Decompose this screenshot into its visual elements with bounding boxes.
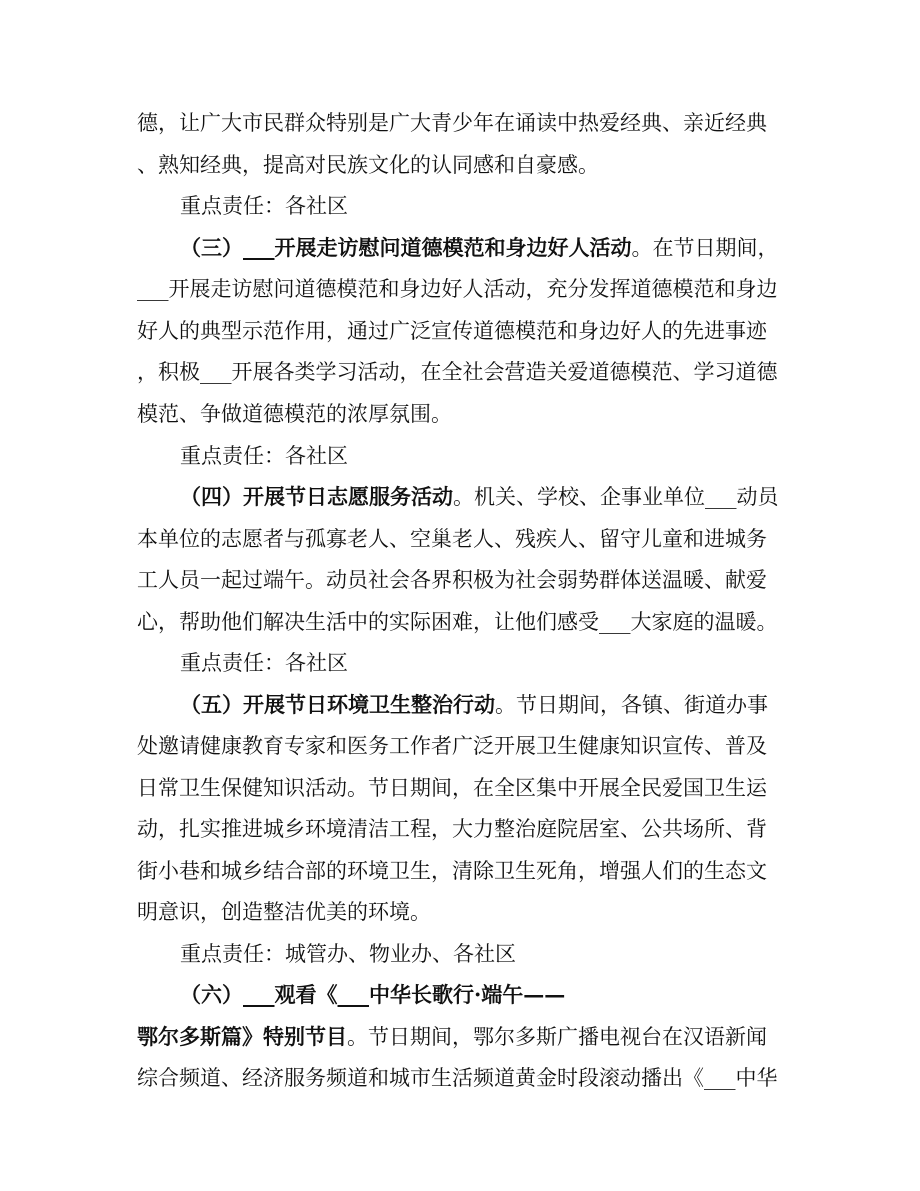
- text-line: ___开展走访慰问道德模范和身边好人活动，充分发挥道德模范和身边: [137, 277, 778, 301]
- section-heading: （五）开展节日环境卫生整治行动: [180, 692, 495, 717]
- text-line: 明意识，创造整洁优美的环境。: [137, 900, 431, 924]
- section-heading-line: （五）开展节日环境卫生整治行动。节日期间，各镇、街道办事: [180, 692, 768, 717]
- responsibility-line: 重点责任：各社区: [180, 194, 348, 218]
- text-line: 处邀请健康教育专家和医务工作者广泛开展卫生健康知识宣传、普及: [137, 734, 767, 758]
- text-line: 动，扎实推进城乡环境清洁工程，大力整治庭院居室、公共场所、背: [137, 817, 767, 841]
- text-line: 心，帮助他们解决生活中的实际困难，让他们感受___大家庭的温暖。: [137, 610, 778, 634]
- section-heading-line: （三）___开展走访慰问道德模范和身边好人活动。在节日期间，: [180, 235, 779, 260]
- text-line: 、熟知经典，提高对民族文化的认同感和自豪感。: [137, 153, 599, 177]
- section-heading: （四）开展节日志愿服务活动: [180, 484, 453, 509]
- responsibility-line: 重点责任：各社区: [180, 651, 348, 675]
- section-heading: 鄂尔多斯篇》特别节目: [137, 1024, 347, 1049]
- text-line: 工人员一起过端午。动员社会各界积极为社会弱势群体送温暖、献爱: [137, 568, 767, 592]
- text-line: 日常卫生保健知识活动。节日期间，在全区集中开展全民爱国卫生运: [137, 776, 767, 800]
- text-line: 好人的典型示范作用，通过广泛宣传道德模范和身边好人的先进事迹: [137, 319, 767, 343]
- section-heading-line: 鄂尔多斯篇》特别节目。节日期间，鄂尔多斯广播电视台在汉语新闻: [137, 1024, 767, 1049]
- text-line: 街小巷和城乡结合部的环境卫生，清除卫生死角，增强人们的生态文: [137, 859, 767, 883]
- section-heading: （三）___开展走访慰问道德模范和身边好人活动: [180, 235, 632, 260]
- responsibility-line: 重点责任：各社区: [180, 444, 348, 468]
- section-heading-line: （四）开展节日志愿服务活动。机关、学校、企事业单位___动员: [180, 484, 779, 509]
- text-line: 综合频道、经济服务频道和城市生活频道黄金时段滚动播出《___中华: [137, 1066, 778, 1090]
- text-line: ，积极___开展各类学习活动，在全社会营造关爱道德模范、学习道德: [137, 360, 778, 384]
- responsibility-line: 重点责任：城管办、物业办、各社区: [180, 942, 516, 966]
- section-heading-line: [180, 980, 820, 1010]
- text-line: 本单位的志愿者与孤寡老人、空巢老人、残疾人、留守儿童和进城务: [137, 527, 767, 551]
- section-heading: （六）___观看《___中华长歌行·端午——: [180, 982, 566, 1007]
- text-line: 德，让广大市民群众特别是广大青少年在诵读中热爱经典、亲近经典: [137, 111, 767, 135]
- text-line: 模范、争做道德模范的浓厚氛围。: [137, 402, 452, 426]
